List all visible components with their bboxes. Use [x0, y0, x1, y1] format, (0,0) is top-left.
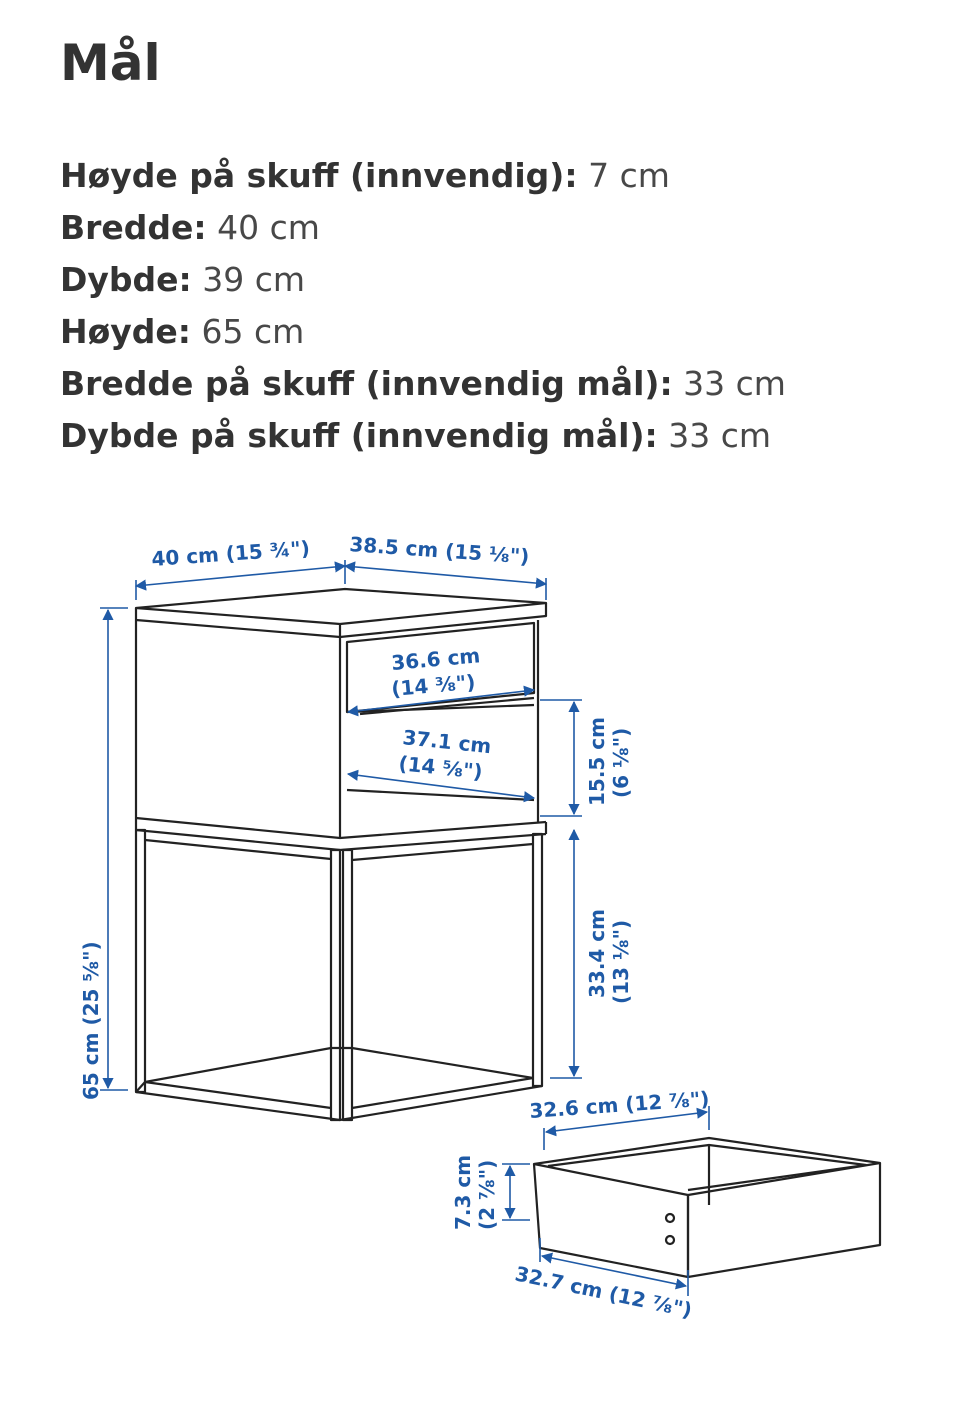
spec-value: 65 cm: [201, 312, 305, 351]
spec-value: 39 cm: [202, 260, 306, 299]
dimension-labels: [79, 532, 710, 1322]
page-title: Mål: [60, 34, 161, 92]
spec-label: Dybde på skuff (innvendig mål):: [60, 416, 658, 455]
spec-label: Bredde:: [60, 208, 207, 247]
spec-drawer-depth: [60, 410, 786, 462]
spec-value: 33 cm: [668, 416, 772, 455]
spec-drawer-width: [60, 358, 786, 410]
dim-depth-label: 38.5 cm (15 ⅛"): [348, 532, 531, 569]
dim-inner-depth-cm: 37.1 cm: [401, 725, 493, 759]
dim-inner-depth-in: (14 ⅝"): [397, 751, 484, 784]
spec-value: 40 cm: [217, 208, 320, 247]
dim-drawer-depth-label: 32.6 cm (12 ⅞"): [528, 1086, 711, 1123]
spec-drawer-height: [60, 150, 786, 202]
spec-label: Bredde på skuff (innvendig mål):: [60, 364, 673, 403]
dim-height-label: 65 cm (25 ⅝"): [79, 941, 103, 1100]
dim-width-label: 40 cm (15 ¾"): [150, 535, 311, 571]
spec-value: 33 cm: [683, 364, 786, 403]
spec-value: 7 cm: [588, 156, 670, 195]
dim-drawer-height-cm: 7.3 cm: [451, 1154, 475, 1230]
dimension-diagram: [0, 500, 960, 1425]
dim-opening-height-in: (6 ⅛"): [609, 727, 633, 798]
dim-leg-height-in: (13 ⅛"): [609, 919, 633, 1004]
spec-list: [60, 150, 786, 462]
nightstand-drawing: [136, 589, 546, 1120]
drawer-drawing: [534, 1138, 880, 1277]
spec-label: Høyde:: [60, 312, 192, 351]
spec-depth: [60, 254, 786, 306]
dim-leg-height-cm: 33.4 cm: [585, 908, 609, 998]
dim-opening-height-cm: 15.5 cm: [585, 716, 609, 806]
spec-label: Dybde:: [60, 260, 192, 299]
dim-inner-width-in: (14 ⅜"): [390, 669, 477, 701]
dim-inner-width-cm: 36.6 cm: [390, 643, 482, 675]
dim-drawer-width-label: 32.7 cm (12 ⅞"): [512, 1261, 695, 1323]
spec-height: [60, 306, 786, 358]
dim-drawer-height-in: (2 ⅞"): [475, 1159, 499, 1230]
spec-label: Høyde på skuff (innvendig):: [60, 156, 578, 195]
spec-width: [60, 202, 786, 254]
